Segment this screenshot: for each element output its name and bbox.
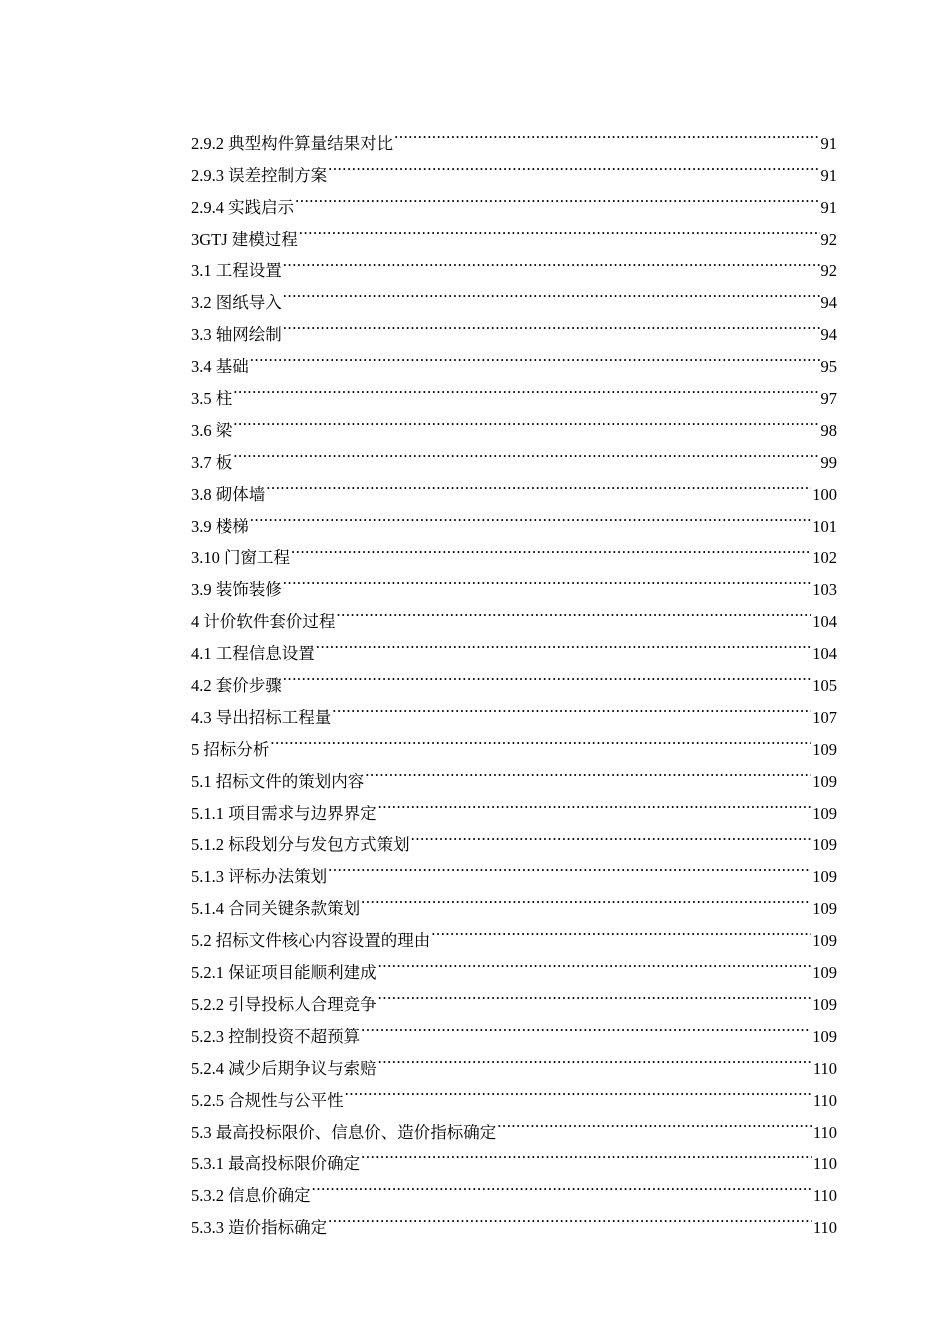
toc-entry[interactable]	[191, 659, 837, 696]
toc-entry-title: 5.1 招标文件的策划内容	[191, 771, 365, 791]
dot-leader	[295, 181, 819, 213]
toc-entry-title: 5.3 最高投标限价、信息价、造价指标确定	[191, 1122, 497, 1142]
dot-leader	[283, 276, 820, 308]
toc-entry-title: 5.1.4 合同关键条款策划	[191, 899, 361, 919]
toc-entry[interactable]	[191, 595, 837, 632]
dot-leader	[312, 1169, 812, 1201]
toc-entry-page-number: 105	[812, 676, 837, 696]
toc-entry-page-number: 110	[812, 1154, 837, 1174]
toc-entry[interactable]	[191, 308, 837, 345]
toc-entry-page-number: 109	[812, 867, 837, 887]
dot-leader	[233, 372, 819, 404]
toc-entry-title: 5.2.2 引导投标人合理竞争	[191, 994, 377, 1014]
dot-leader	[378, 946, 812, 978]
toc-entry-page-number: 109	[812, 771, 837, 791]
dot-leader	[283, 245, 820, 277]
dot-leader	[328, 850, 811, 882]
toc-entry-title: 3.5 柱	[191, 389, 233, 409]
toc-entry-title: 5.2 招标文件核心内容设置的理由	[191, 931, 431, 951]
dot-leader	[266, 468, 811, 500]
toc-entry-title: 3GTJ 建模过程	[191, 229, 298, 249]
toc-entry[interactable]	[191, 276, 837, 313]
dot-leader	[283, 659, 812, 691]
toc-entry-page-number: 109	[812, 899, 837, 919]
table-of-contents	[191, 117, 837, 1238]
dot-leader	[283, 308, 820, 340]
toc-entry-page-number: 91	[820, 197, 837, 217]
toc-entry-title: 5.1.1 项目需求与边界界定	[191, 803, 377, 823]
toc-entry-page-number: 110	[812, 1186, 837, 1206]
toc-entry-title: 5 招标分析	[191, 739, 270, 759]
toc-entry-page-number: 99	[820, 452, 837, 472]
dot-leader	[233, 436, 819, 468]
dot-leader	[233, 404, 819, 436]
toc-entry-title: 3.4 基础	[191, 357, 249, 377]
toc-entry-page-number: 110	[812, 1122, 837, 1142]
toc-entry[interactable]	[191, 372, 837, 409]
toc-entry-title: 3.7 板	[191, 452, 233, 472]
toc-entry-page-number: 97	[820, 389, 837, 409]
toc-entry-page-number: 91	[820, 165, 837, 185]
toc-entry-title: 2.9.4 实践启示	[191, 197, 295, 217]
toc-entry-page-number: 109	[812, 803, 837, 823]
toc-entry-title: 4.3 导出招标工程量	[191, 707, 332, 727]
toc-entry[interactable]	[191, 404, 837, 440]
dot-leader	[336, 595, 811, 627]
toc-entry-page-number: 94	[820, 325, 837, 345]
toc-entry-title: 5.1.2 标段划分与发包方式策划	[191, 835, 410, 855]
toc-entry-page-number: 110	[812, 1218, 837, 1238]
toc-entry[interactable]	[191, 532, 837, 568]
toc-entry-title: 3.9 楼梯	[191, 516, 249, 536]
toc-entry-page-number: 104	[812, 644, 837, 664]
toc-entry[interactable]	[191, 500, 837, 536]
toc-entry[interactable]	[191, 755, 837, 791]
toc-entry-page-number: 104	[812, 612, 837, 632]
dot-leader	[283, 563, 812, 595]
toc-entry-title: 4.1 工程信息设置	[191, 644, 315, 664]
toc-entry-title: 3.3 轴网绘制	[191, 325, 282, 345]
toc-entry-page-number: 107	[812, 707, 837, 727]
toc-entry-page-number: 100	[812, 484, 837, 504]
dot-leader	[378, 978, 812, 1010]
toc-entry-page-number: 110	[812, 1058, 837, 1078]
dot-leader	[497, 1106, 812, 1138]
toc-entry-page-number: 98	[820, 420, 837, 440]
dot-leader	[378, 1042, 812, 1074]
toc-entry-title: 5.3.1 最高投标限价确定	[191, 1154, 361, 1174]
dot-leader	[394, 117, 819, 149]
toc-entry-title: 3.10 门窗工程	[191, 548, 290, 568]
toc-entry-title: 5.2.3 控制投资不超预算	[191, 1026, 361, 1046]
toc-entry-page-number: 92	[820, 261, 837, 281]
toc-entry-title: 3.6 梁	[191, 420, 233, 440]
dot-leader	[250, 500, 812, 532]
dot-leader	[378, 787, 812, 819]
toc-entry-page-number: 102	[812, 548, 837, 568]
dot-leader	[361, 882, 811, 914]
toc-entry-page-number: 110	[812, 1090, 837, 1110]
dot-leader	[332, 691, 811, 723]
dot-leader	[411, 819, 812, 851]
dot-leader	[291, 532, 811, 564]
dot-leader	[328, 1201, 812, 1233]
toc-entry-page-number: 109	[812, 1026, 837, 1046]
toc-entry-page-number: 95	[820, 357, 837, 377]
dot-leader	[316, 627, 812, 659]
toc-entry-page-number: 109	[812, 994, 837, 1014]
dot-leader	[270, 723, 811, 755]
toc-entry[interactable]	[191, 340, 837, 377]
toc-entry-title: 2.9.2 典型构件算量结果对比	[191, 133, 394, 153]
toc-entry-title: 4 计价软件套价过程	[191, 612, 336, 632]
toc-entry-page-number: 91	[820, 133, 837, 153]
toc-entry[interactable]	[191, 468, 837, 504]
toc-entry-page-number: 94	[820, 293, 837, 313]
toc-entry-page-number: 109	[812, 835, 837, 855]
toc-entry[interactable]	[191, 563, 837, 600]
toc-entry-page-number: 109	[812, 739, 837, 759]
toc-entry-title: 3.8 砌体墙	[191, 484, 266, 504]
toc-entry-title: 5.2.1 保证项目能顺利建成	[191, 963, 377, 983]
toc-entry-page-number: 103	[812, 580, 837, 600]
dot-leader	[361, 1138, 812, 1170]
toc-entry-title: 5.1.3 评标办法策划	[191, 867, 328, 887]
toc-entry-title: 5.2.4 减少后期争议与索赔	[191, 1058, 377, 1078]
dot-leader	[361, 1010, 811, 1042]
dot-leader	[345, 1074, 812, 1106]
toc-entry[interactable]	[191, 117, 837, 153]
toc-entry[interactable]	[191, 436, 837, 472]
toc-entry-title: 3.1 工程设置	[191, 261, 282, 281]
toc-entry-title: 3.9 装饰装修	[191, 580, 282, 600]
toc-entry-title: 5.3.3 造价指标确定	[191, 1218, 328, 1238]
toc-entry-title: 5.2.5 合规性与公平性	[191, 1090, 344, 1110]
toc-entry-page-number: 109	[812, 931, 837, 951]
toc-entry[interactable]	[191, 245, 837, 281]
toc-entry-page-number: 92	[820, 229, 837, 249]
toc-entry-title: 3.2 图纸导入	[191, 293, 282, 313]
dot-leader	[299, 213, 820, 245]
dot-leader	[328, 149, 819, 181]
toc-entry-title: 5.3.2 信息价确定	[191, 1186, 311, 1206]
dot-leader	[250, 340, 820, 372]
toc-entry-page-number: 101	[812, 516, 837, 536]
toc-entry-title: 2.9.3 误差控制方案	[191, 165, 328, 185]
toc-entry-title: 4.2 套价步骤	[191, 676, 282, 696]
dot-leader	[365, 755, 811, 787]
toc-entry-page-number: 109	[812, 963, 837, 983]
dot-leader	[431, 914, 811, 946]
toc-entry[interactable]	[191, 723, 837, 759]
toc-entry[interactable]	[191, 691, 837, 727]
